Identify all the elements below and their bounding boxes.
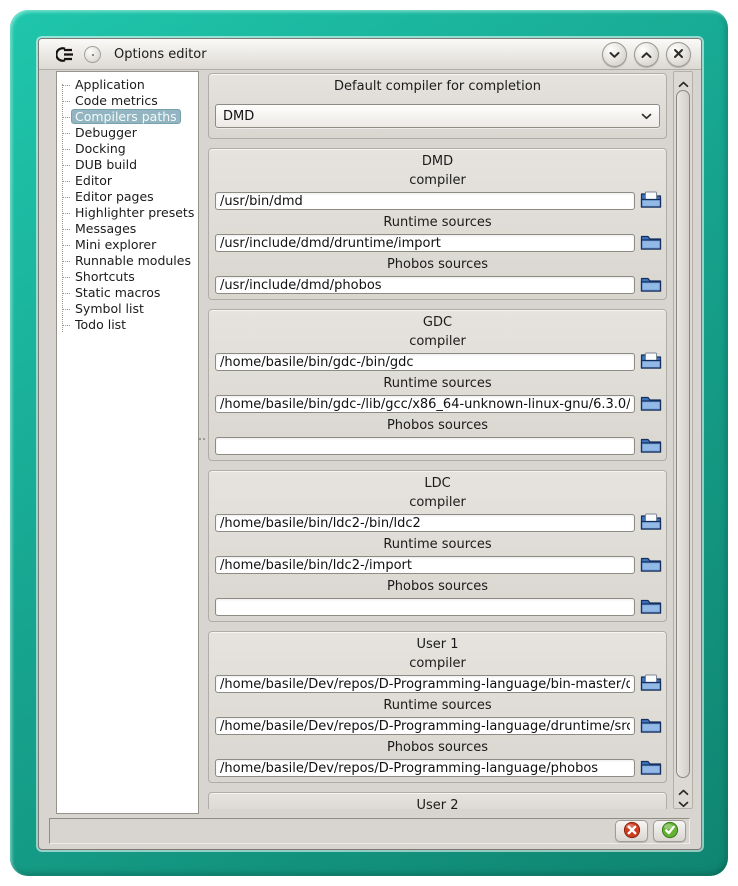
sidebar-item-label: Code metrics [75,93,158,108]
dropdown-value: DMD [223,108,255,124]
cancel-button[interactable] [615,820,648,842]
accept-button[interactable] [653,820,686,842]
open-folder-icon [640,716,662,736]
open-folder-icon [640,555,662,575]
field-label-phobos-sources: Phobos sources [386,418,489,433]
open-folder-icon [640,436,662,456]
field-label-compiler: compiler [409,495,466,510]
open-file-icon [640,352,662,372]
field-row [215,233,663,253]
chevron-up-icon [640,47,653,62]
group-title: LDC [424,476,451,491]
sidebar-item-shortcuts[interactable] [57,269,198,285]
open-file-dialog-button[interactable] [639,513,663,533]
field-label-compiler: compiler [409,173,466,188]
close-button[interactable] [666,42,691,67]
open-file-icon [640,674,662,694]
sidebar-item-label: Todo list [75,317,127,332]
chevron-down-icon [678,796,689,811]
field-label-runtime-sources: Runtime sources [383,376,492,391]
sidebar-item-label: DUB build [75,157,138,172]
sidebar-item-label: Docking [75,141,126,156]
open-folder-icon [640,597,662,617]
field-label-phobos-sources: Phobos sources [386,257,489,272]
window-menu-button[interactable] [84,46,101,63]
sidebar-item-editor-pages[interactable] [57,189,198,205]
field-row [215,674,663,694]
sidebar-item-label: Debugger [75,125,137,140]
chevron-up-icon [678,76,689,91]
compiler-group-user-1 [208,631,667,783]
group-title: User 2 [416,798,459,809]
close-icon [673,47,684,62]
field-row [215,394,663,414]
field-label-phobos-sources: Phobos sources [386,740,489,755]
sidebar-item-label: Compilers paths [71,109,181,124]
window-controls [602,42,691,67]
group-title: Default compiler for completion [334,79,541,94]
group-title: User 1 [416,637,459,652]
roll-up-button[interactable] [634,42,659,67]
field-label-runtime-sources: Runtime sources [383,698,492,713]
default-compiler-dropdown[interactable] [215,104,660,128]
group-title: DMD [421,154,454,169]
vertical-scrollbar[interactable] [673,71,693,809]
sidebar-item-static-macros[interactable] [57,285,198,301]
compiler-group-dmd [208,148,667,300]
field-row [215,716,663,736]
compiler-group-user-2 [208,792,667,809]
dmd-phobos-sources-input[interactable] [215,276,635,294]
open-folder-icon [640,758,662,778]
gdc-runtime-sources-input[interactable] [215,395,635,413]
sidebar-item-mini-explorer[interactable] [57,237,198,253]
field-row [215,758,663,778]
sidebar-item-todo-list[interactable] [57,317,198,333]
green-check-icon [661,821,679,842]
group-title: GDC [422,315,453,330]
sidebar-item-application[interactable] [57,77,198,93]
field-label-runtime-sources: Runtime sources [383,215,492,230]
field-row [215,352,663,372]
user-1-compiler-input[interactable] [215,675,635,693]
open-folder-dialog-button[interactable] [639,716,663,736]
field-row [215,275,663,295]
categories-sidebar [56,71,199,814]
titlebar[interactable] [39,39,701,70]
sidebar-item-highlighter-presets[interactable] [57,205,198,221]
user-1-runtime-sources-input[interactable] [215,717,635,735]
chevron-down-icon [641,113,652,120]
open-folder-icon [640,394,662,414]
open-folder-icon [640,233,662,253]
gdc-compiler-input[interactable] [215,353,635,371]
sidebar-item-label: Runnable modules [75,253,191,268]
sidebar-item-label: Shortcuts [75,269,135,284]
open-file-dialog-button[interactable] [639,674,663,694]
sidebar-item-code-metrics[interactable] [57,93,198,109]
categories-tree [57,72,198,333]
open-folder-dialog-button[interactable] [639,758,663,778]
gdc-phobos-sources-input[interactable] [215,437,635,455]
sidebar-item-label: Messages [75,221,137,236]
field-row [215,513,663,533]
open-folder-dialog-button[interactable] [639,394,663,414]
scrollbar-thumb[interactable] [676,90,690,778]
scroll-up-button[interactable] [674,76,692,91]
dmd-runtime-sources-input[interactable] [215,234,635,252]
field-label-compiler: compiler [409,334,466,349]
compiler-group-gdc [208,309,667,461]
roll-down-button[interactable] [602,42,627,67]
sidebar-item-label: Static macros [75,285,161,300]
field-row [215,436,663,456]
scroll-down-button[interactable] [674,796,692,811]
field-row [215,597,663,617]
open-folder-dialog-button[interactable] [639,233,663,253]
sidebar-item-runnable-modules[interactable] [57,253,198,269]
open-folder-icon [640,275,662,295]
ldc-phobos-sources-input[interactable] [215,598,635,616]
compilers-paths-panel [206,71,669,809]
sidebar-item-docking[interactable] [57,141,198,157]
open-file-dialog-button[interactable] [639,191,663,211]
coedit-logo-icon [56,47,75,62]
field-label-phobos-sources: Phobos sources [386,579,489,594]
sidebar-item-symbol-list[interactable] [57,301,198,317]
sidebar-item-label: Highlighter presets [75,205,195,220]
field-label-runtime-sources: Runtime sources [383,537,492,552]
sidebar-item-messages[interactable] [57,221,198,237]
dialog-footer [49,818,690,844]
ldc-compiler-input[interactable] [215,514,635,532]
dmd-compiler-input[interactable] [215,192,635,210]
open-folder-dialog-button[interactable] [639,275,663,295]
options-editor-window [38,38,702,850]
field-row [215,191,663,211]
open-file-dialog-button[interactable] [639,352,663,372]
ldc-runtime-sources-input[interactable] [215,556,635,574]
window-title: Options editor [114,46,207,62]
sidebar-item-label: Editor [75,173,112,188]
open-folder-dialog-button[interactable] [639,597,663,617]
user-1-phobos-sources-input[interactable] [215,759,635,777]
compiler-group-ldc [208,470,667,622]
red-cross-icon [623,821,641,842]
sidebar-item-label: Editor pages [75,189,154,204]
open-folder-dialog-button[interactable] [639,436,663,456]
sidebar-item-dub-build[interactable] [57,157,198,173]
field-row [215,555,663,575]
sidebar-item-debugger[interactable] [57,125,198,141]
open-file-icon [640,191,662,211]
chevron-down-icon [608,47,621,62]
sidebar-item-label: Mini explorer [75,237,157,252]
open-file-icon [640,513,662,533]
sidebar-item-editor[interactable] [57,173,198,189]
sidebar-item-compilers-paths[interactable] [57,109,198,125]
field-label-compiler: compiler [409,656,466,671]
sidebar-item-label: Symbol list [75,301,144,316]
sidebar-item-label: Application [75,77,145,92]
open-folder-dialog-button[interactable] [639,555,663,575]
default-compiler-group [208,73,667,139]
